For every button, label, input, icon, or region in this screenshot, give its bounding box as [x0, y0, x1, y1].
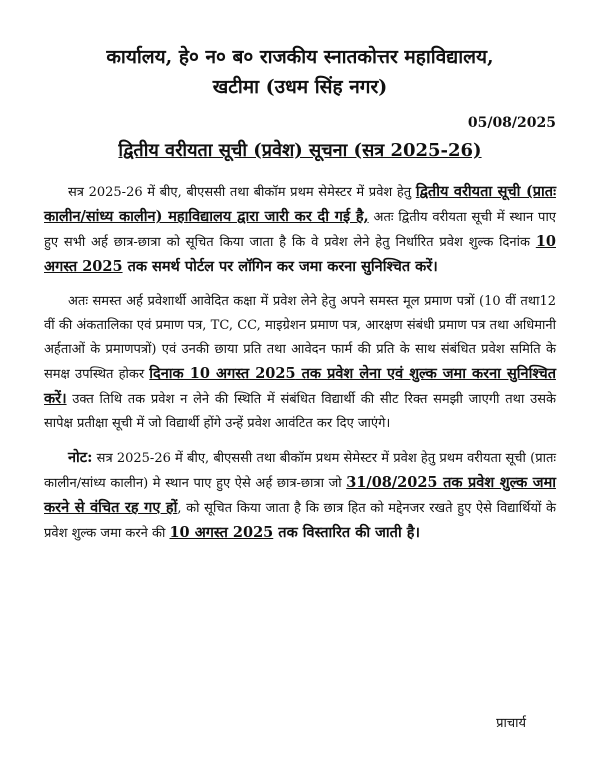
note-text-1: सत्र 2025-26 में बीए, बीएससी तथा बीकॉम प्रथम सेमेस्टर में प्रवेश हेतु प्रथम वरीयता सूची (प्रातः कालीन/सांध्य कालीन) मे स्थान पाए हुए ऐसे अर्ह छात्र-छात्रा जो	[44, 451, 556, 491]
note-date: 10 अगस्त 2025	[169, 524, 274, 541]
notice-title	[44, 136, 556, 166]
para2-bold-1: तक प्रवेश लेना एवं शुल्क जमा करना सुनिश्चित करें।	[44, 365, 556, 407]
para1-bold-2: तक समर्थ पोर्टल पर लॉगिन कर जमा करना सुनिश्चित करें।	[122, 258, 438, 275]
note-bold-2: तक विस्तारित की जाती है।	[273, 524, 420, 541]
para1-text-1: सत्र 2025-26 में बीए, बीएससी तथा बीकॉम प्रथम सेमेस्टर में प्रवेश हेतु	[68, 185, 416, 200]
para1-date: 10 अगस्त 2025	[44, 233, 556, 275]
principal-signature: प्राचार्य	[496, 716, 526, 731]
note-label: नोट:	[68, 449, 93, 466]
para2-date: दिनाक 10 अगस्त 2025	[149, 365, 296, 382]
notice-date: 05/08/2025	[467, 115, 556, 131]
office-header	[44, 42, 556, 102]
paragraph-2	[44, 290, 556, 436]
note-paragraph	[44, 446, 556, 546]
office-header-line2: खटीमा (उधम सिंह नगर)	[212, 76, 388, 98]
para1-bold-1: द्वितीय वरीयता सूची (प्रातः कालीन/सांध्य कालीन) महाविद्यालय द्वारा जारी कर दी गई है,	[44, 183, 556, 225]
note-bold-1: 31/08/2025 तक प्रवेश शुल्क जमा करने से वंचित रह गए हों	[44, 474, 556, 516]
para2-text-1: अतः समस्त अर्ह प्रवेशार्थी आवेदित कक्षा में प्रवेश लेने हेतु अपने समस्त मूल प्रमाण पत्रों (10 वीं तथा12 वीं की अंकतालिका एवं प्रमाण पत्र, TC, CC, माइग्रेशन प्रमाण पत्र, आरक्षण संबंधी प्रमाण पत्र तथा अधिमानी अर्हताओं के प्रमाणपत्रों) एवं उनकी छाया प्रति तथा आवेदन फार्म की प्रति के साथ संबंधित प्रवेश समिति के समक्ष उपस्थित होकर	[44, 294, 556, 382]
paragraph-1	[44, 180, 556, 280]
note-text-2: , को सूचित किया जाता है कि छात्र हित को मद्देनजर रखते हुए ऐसे विद्यार्थियों के प्रवेश शुल्क जमा करने की	[44, 501, 557, 541]
para1-text-2: अतः द्वितीय वरीयता सूची में स्थान पाए हुए सभी अर्ह छात्र-छात्रा को सूचित किया जाता है कि वे प्रवेश लेने हेतु निर्धारित प्रवेश शुल्क दिनांक	[44, 210, 556, 250]
para2-text-2: उक्त तिथि तक प्रवेश न लेने की स्थिति में संबंधित विद्यार्थी की सीट रिक्त समझी जाएगी तथा उसके सापेक्ष प्रतीक्षा सूची में जो विद्यार्थी होंगे उन्हें प्रवेश आवंटित कर दिए जाएंगे।	[44, 392, 556, 431]
notice-title-text: द्वितीय वरीयता सूची (प्रवेश) सूचना (सत्र 2025-26)	[118, 140, 482, 161]
office-header-line1: कार्यालय, हे० न० ब० राजकीय स्नातकोत्तर महाविद्यालय,	[106, 46, 494, 68]
